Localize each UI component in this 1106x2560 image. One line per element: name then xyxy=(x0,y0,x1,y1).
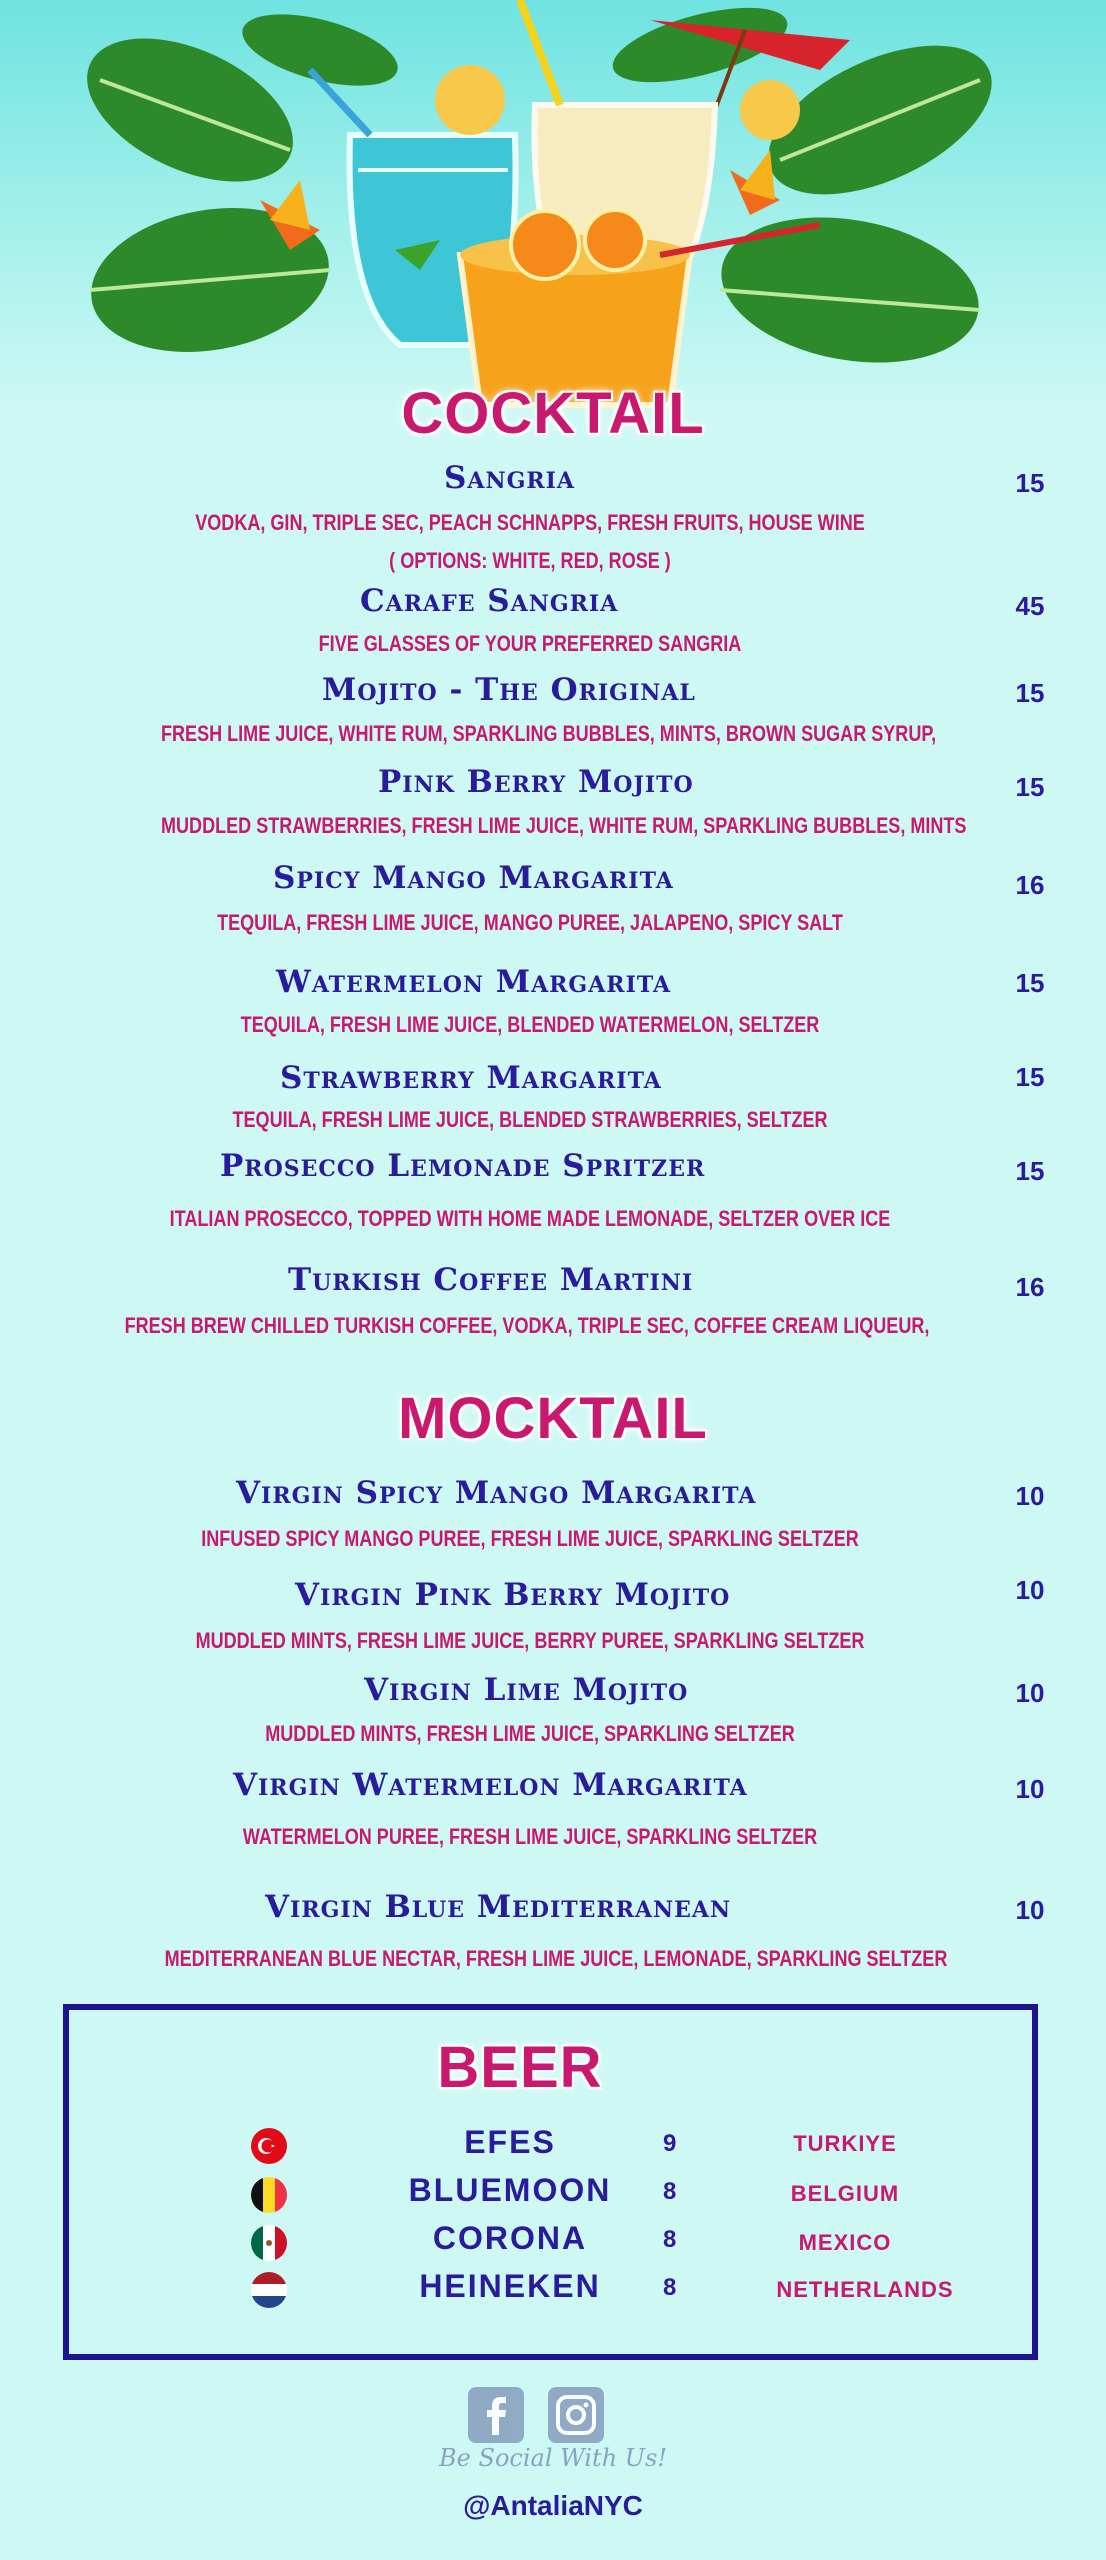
turkey-flag-icon xyxy=(251,2128,287,2164)
cocktail-heading: COCKTAIL xyxy=(401,381,705,446)
beer-item-country: MEXICO xyxy=(798,2230,892,2255)
facebook-icon[interactable] xyxy=(468,2387,524,2443)
mocktail-item-name: Virgin Watermelon Margarita xyxy=(233,1767,748,1803)
mocktail-item-price: 10 xyxy=(1015,1678,1045,1708)
cocktail-item-price: 15 xyxy=(1015,968,1045,998)
beer-item-country: BELGIUM xyxy=(790,2181,900,2206)
cocktail-item-price: 15 xyxy=(1015,1156,1045,1186)
beer-item-price: 8 xyxy=(663,2274,677,2301)
mocktail-item-desc: WATERMELON PUREE, FRESH LIME JUICE, SPARKLING SELTZER xyxy=(242,1824,818,1849)
mocktail-item-price: 10 xyxy=(1015,1575,1045,1605)
beer-item-country: NETHERLANDS xyxy=(776,2277,954,2302)
cocktail-item-desc: TEQUILA, FRESH LIME JUICE, BLENDED WATERMELON, SELTZER xyxy=(240,1012,820,1037)
mocktail-item-desc: MUDDLED MINTS, FRESH LIME JUICE, BERRY PUREE, SPARKLING SELTZER xyxy=(195,1628,865,1653)
beer-item-name: BLUEMOON xyxy=(408,2172,612,2208)
netherlands-flag-icon xyxy=(251,2272,287,2308)
cocktail-item-price: 16 xyxy=(1015,1272,1045,1302)
hero-drinks-illustration xyxy=(0,0,1106,410)
mocktail-item-desc: INFUSED SPICY MANGO PUREE, FRESH LIME JUICE, SPARKLING SELTZER xyxy=(201,1526,859,1551)
mocktail-item-name: Virgin Blue Mediterranean xyxy=(265,1889,732,1925)
cocktail-item-desc: FIVE GLASSES OF YOUR PREFERRED SANGRIA xyxy=(318,631,742,656)
cocktail-item-name: Turkish Coffee Martini xyxy=(288,1262,694,1298)
beer-item-price: 8 xyxy=(663,2178,677,2205)
cocktail-item-name: Watermelon Margarita xyxy=(276,964,672,1000)
mocktail-item-name: Virgin Spicy Mango Margarita xyxy=(236,1475,757,1511)
cocktail-item-desc-options: ( OPTIONS: WHITE, RED, ROSE ) xyxy=(389,548,671,573)
cocktail-item-desc: FRESH LIME JUICE, WHITE RUM, SPARKLING BUBBLES, MINTS, BROWN SUGAR SYRUP, xyxy=(161,721,937,746)
cocktail-item-price: 15 xyxy=(1015,772,1045,802)
social-handle[interactable]: @AntaliaNYC xyxy=(463,2490,643,2521)
cocktail-item-name: Strawberry Margarita xyxy=(280,1060,662,1096)
mocktail-item-name: Virgin Lime Mojito xyxy=(364,1672,689,1708)
mocktail-item-desc: MEDITERRANEAN BLUE NECTAR, FRESH LIME JUICE, LEMONADE, SPARKLING SELTZER xyxy=(164,1946,948,1971)
belgium-flag-icon xyxy=(251,2177,287,2213)
mocktail-item-price: 10 xyxy=(1015,1481,1045,1511)
cocktail-item-price: 45 xyxy=(1015,591,1045,621)
mexico-flag-icon xyxy=(251,2225,287,2261)
beer-item-name: HEINEKEN xyxy=(419,2268,601,2304)
cocktail-item-name: Prosecco Lemonade Spritzer xyxy=(220,1148,706,1184)
beer-item-country: TURKIYE xyxy=(793,2131,897,2156)
mocktail-item-price: 10 xyxy=(1015,1774,1045,1804)
instagram-icon[interactable] xyxy=(548,2387,604,2443)
beer-item-price: 9 xyxy=(663,2130,677,2157)
beer-item-price: 8 xyxy=(663,2226,677,2253)
cocktail-item-price: 15 xyxy=(1015,468,1045,498)
cocktail-item-name: Sangria xyxy=(444,460,575,496)
mocktail-heading: MOCKTAIL xyxy=(398,1386,708,1451)
cocktail-item-name: Carafe Sangria xyxy=(360,583,619,619)
cocktail-item-desc: VODKA, GIN, TRIPLE SEC, PEACH SCHNAPPS, FRESH FRUITS, HOUSE WINE xyxy=(195,510,865,535)
cocktail-item-price: 15 xyxy=(1015,1062,1045,1092)
cocktail-item-name: Spicy Mango Margarita xyxy=(273,860,674,896)
cocktail-item-price: 16 xyxy=(1015,870,1045,900)
mocktail-item-name: Virgin Pink Berry Mojito xyxy=(295,1577,731,1613)
cocktail-item-desc: TEQUILA, FRESH LIME JUICE, MANGO PUREE, JALAPENO, SPICY SALT xyxy=(217,910,843,935)
social-tagline: Be Social With Us! xyxy=(439,2444,667,2472)
beer-heading: BEER xyxy=(437,2035,603,2100)
beer-item-name: CORONA xyxy=(432,2220,588,2256)
cocktail-item-desc: ITALIAN PROSECCO, TOPPED WITH HOME MADE LEMONADE, SELTZER OVER ICE xyxy=(169,1206,891,1231)
cocktail-item-desc: FRESH BREW CHILLED TURKISH COFFEE, VODKA, TRIPLE SEC, COFFEE CREAM LIQUEUR, xyxy=(124,1313,930,1338)
cocktail-item-desc: MUDDLED STRAWBERRIES, FRESH LIME JUICE, WHITE RUM, SPARKLING BUBBLES, MINTS xyxy=(161,813,967,838)
cocktail-item-name: Pink Berry Mojito xyxy=(378,764,694,800)
mocktail-item-price: 10 xyxy=(1015,1895,1045,1925)
beer-item-name: EFES xyxy=(464,2124,556,2160)
cocktail-item-name: Mojito - The Original xyxy=(322,672,696,708)
cocktail-item-desc: TEQUILA, FRESH LIME JUICE, BLENDED STRAWBERRIES, SELTZER xyxy=(232,1107,828,1132)
mocktail-item-desc: MUDDLED MINTS, FRESH LIME JUICE, SPARKLING SELTZER xyxy=(265,1721,795,1746)
cocktail-item-price: 15 xyxy=(1015,678,1045,708)
